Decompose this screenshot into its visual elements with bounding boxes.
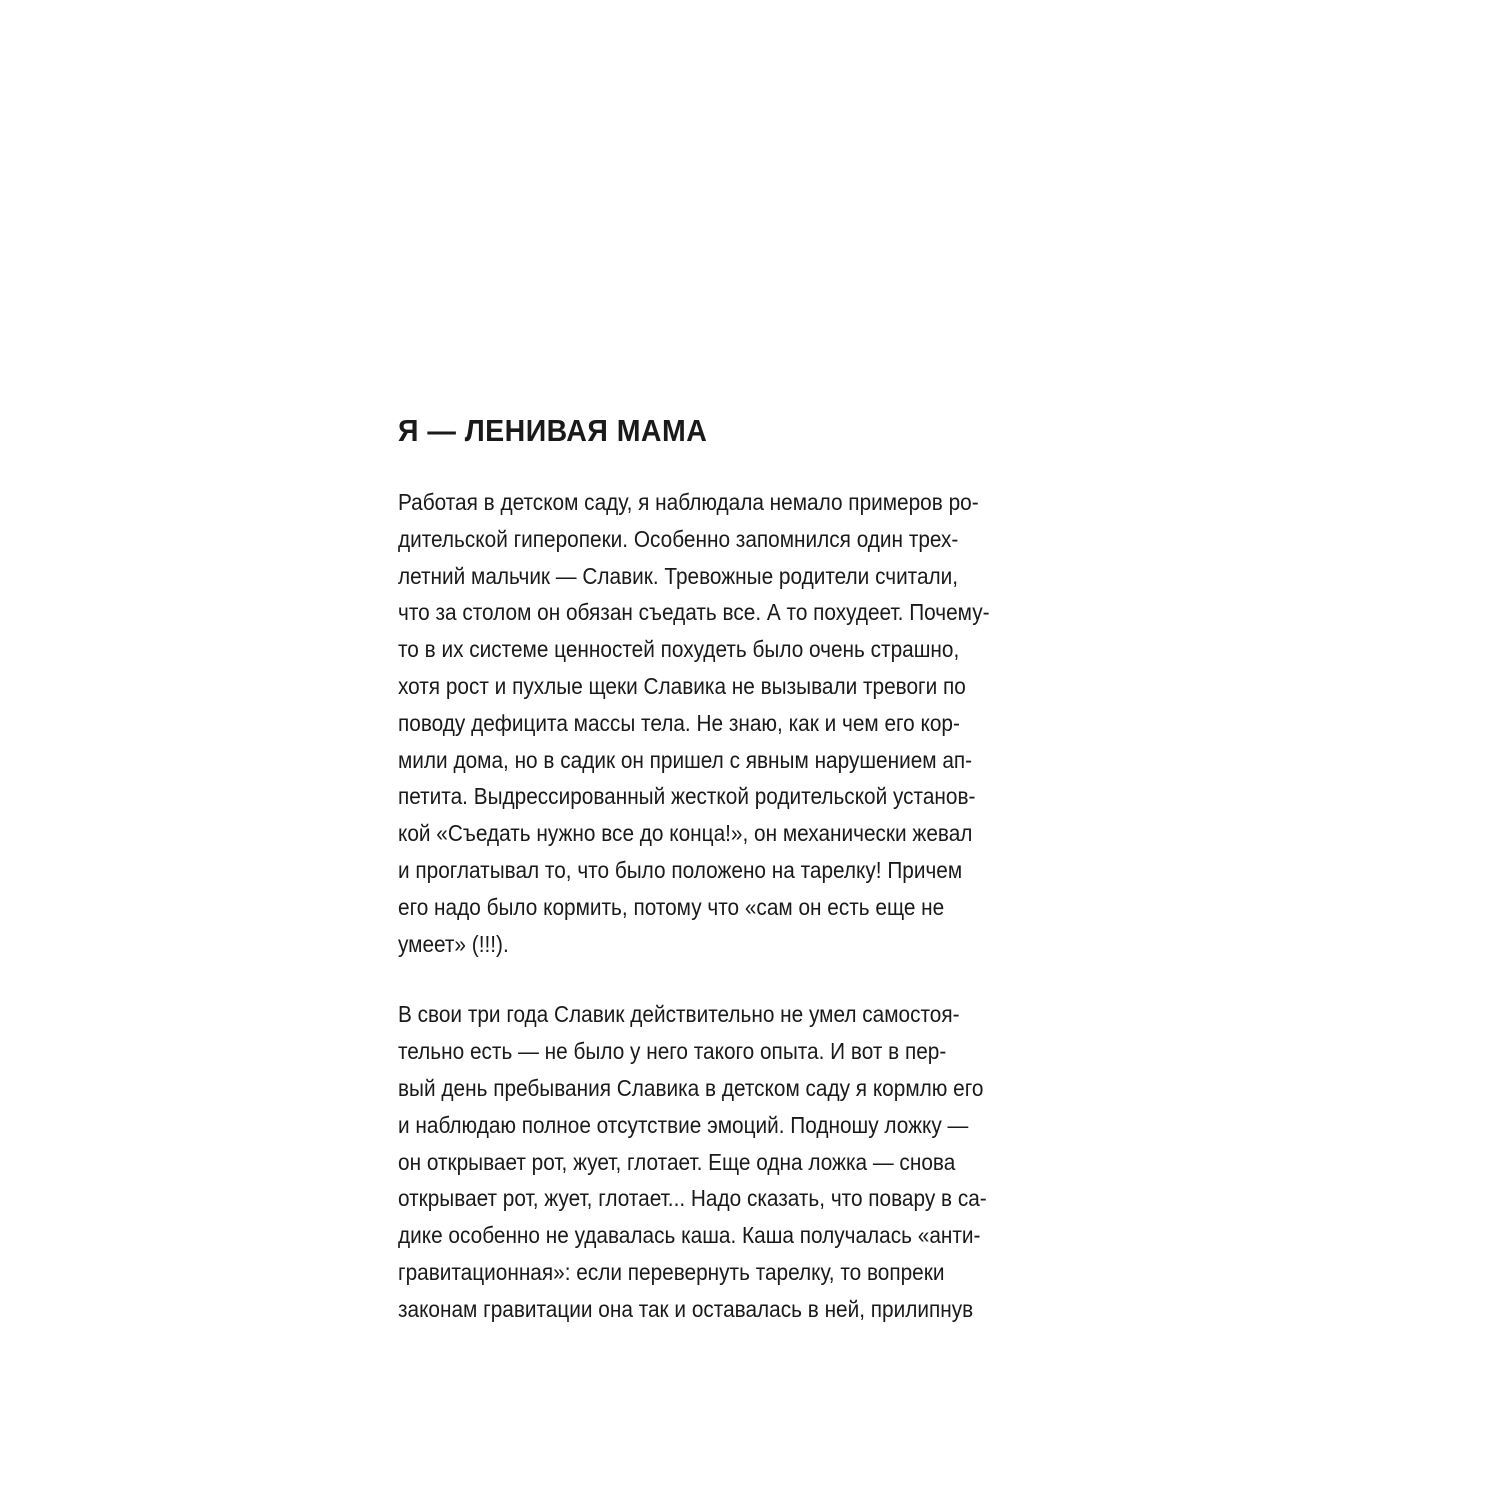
- text-line: то в их системе ценностей похудеть было очень страшно,: [398, 636, 960, 663]
- text-line: и наблюдаю полное отсутствие эмоций. Подношу ложку —: [398, 1111, 969, 1138]
- text-line: летний мальчик — Славик. Тревожные родители считали,: [398, 562, 959, 589]
- chapter-title: Я — ЛЕНИВАЯ МАМА: [398, 413, 708, 448]
- text-line: кой «Съедать нужно все до конца!», он механически жевал: [398, 820, 973, 847]
- text-line: дике особенно не удавалась каша. Каша получалась «анти-: [398, 1222, 981, 1249]
- text-line: законам гравитации она так и оставалась в ней, прилипнув: [398, 1295, 974, 1322]
- text-line: В свои три года Славик действительно не умел самостоя-: [398, 1001, 960, 1028]
- text-line: гравитационная»: если перевернуть тарелку, то вопреки: [398, 1258, 945, 1285]
- text-line: тельно есть — не было у него такого опыта. И вот в пер-: [398, 1038, 947, 1065]
- text-line: открывает рот, жует, глотает... Надо сказать, что повару в са-: [398, 1185, 987, 1212]
- text-line: вый день пребывания Славика в детском саду я кормлю его: [398, 1074, 984, 1101]
- text-line: он открывает рот, жует, глотает. Еще одна ложка — снова: [398, 1148, 956, 1175]
- text-line: его надо было кормить, потому что «сам он есть еще не: [398, 893, 945, 920]
- text-line: Работая в детском саду, я наблюдала немало примеров ро-: [398, 489, 979, 515]
- text-line: что за столом он обязан съедать все. А то похудеет. Почему-: [398, 599, 990, 626]
- text-line: мили дома, но в садик он пришел с явным нарушением ап-: [398, 746, 973, 773]
- text-line: поводу дефицита массы тела. Не знаю, как и чем его кор-: [398, 709, 960, 736]
- text-line: умеет» (!!!).: [398, 930, 509, 957]
- text-line: петита. Выдрессированный жесткой родительской установ-: [398, 783, 976, 810]
- text-block: [398, 412, 1048, 1362]
- text-line: и проглатывал то, что было положено на тарелку! Причем: [398, 856, 963, 883]
- text-line: дительской гиперопеки. Особенно запомнился один трех-: [398, 525, 959, 552]
- paragraph-2: [398, 996, 1048, 1327]
- paragraph-1: [398, 484, 1048, 962]
- text-line: хотя рост и пухлые щеки Славика не вызывали тревоги по: [398, 672, 966, 699]
